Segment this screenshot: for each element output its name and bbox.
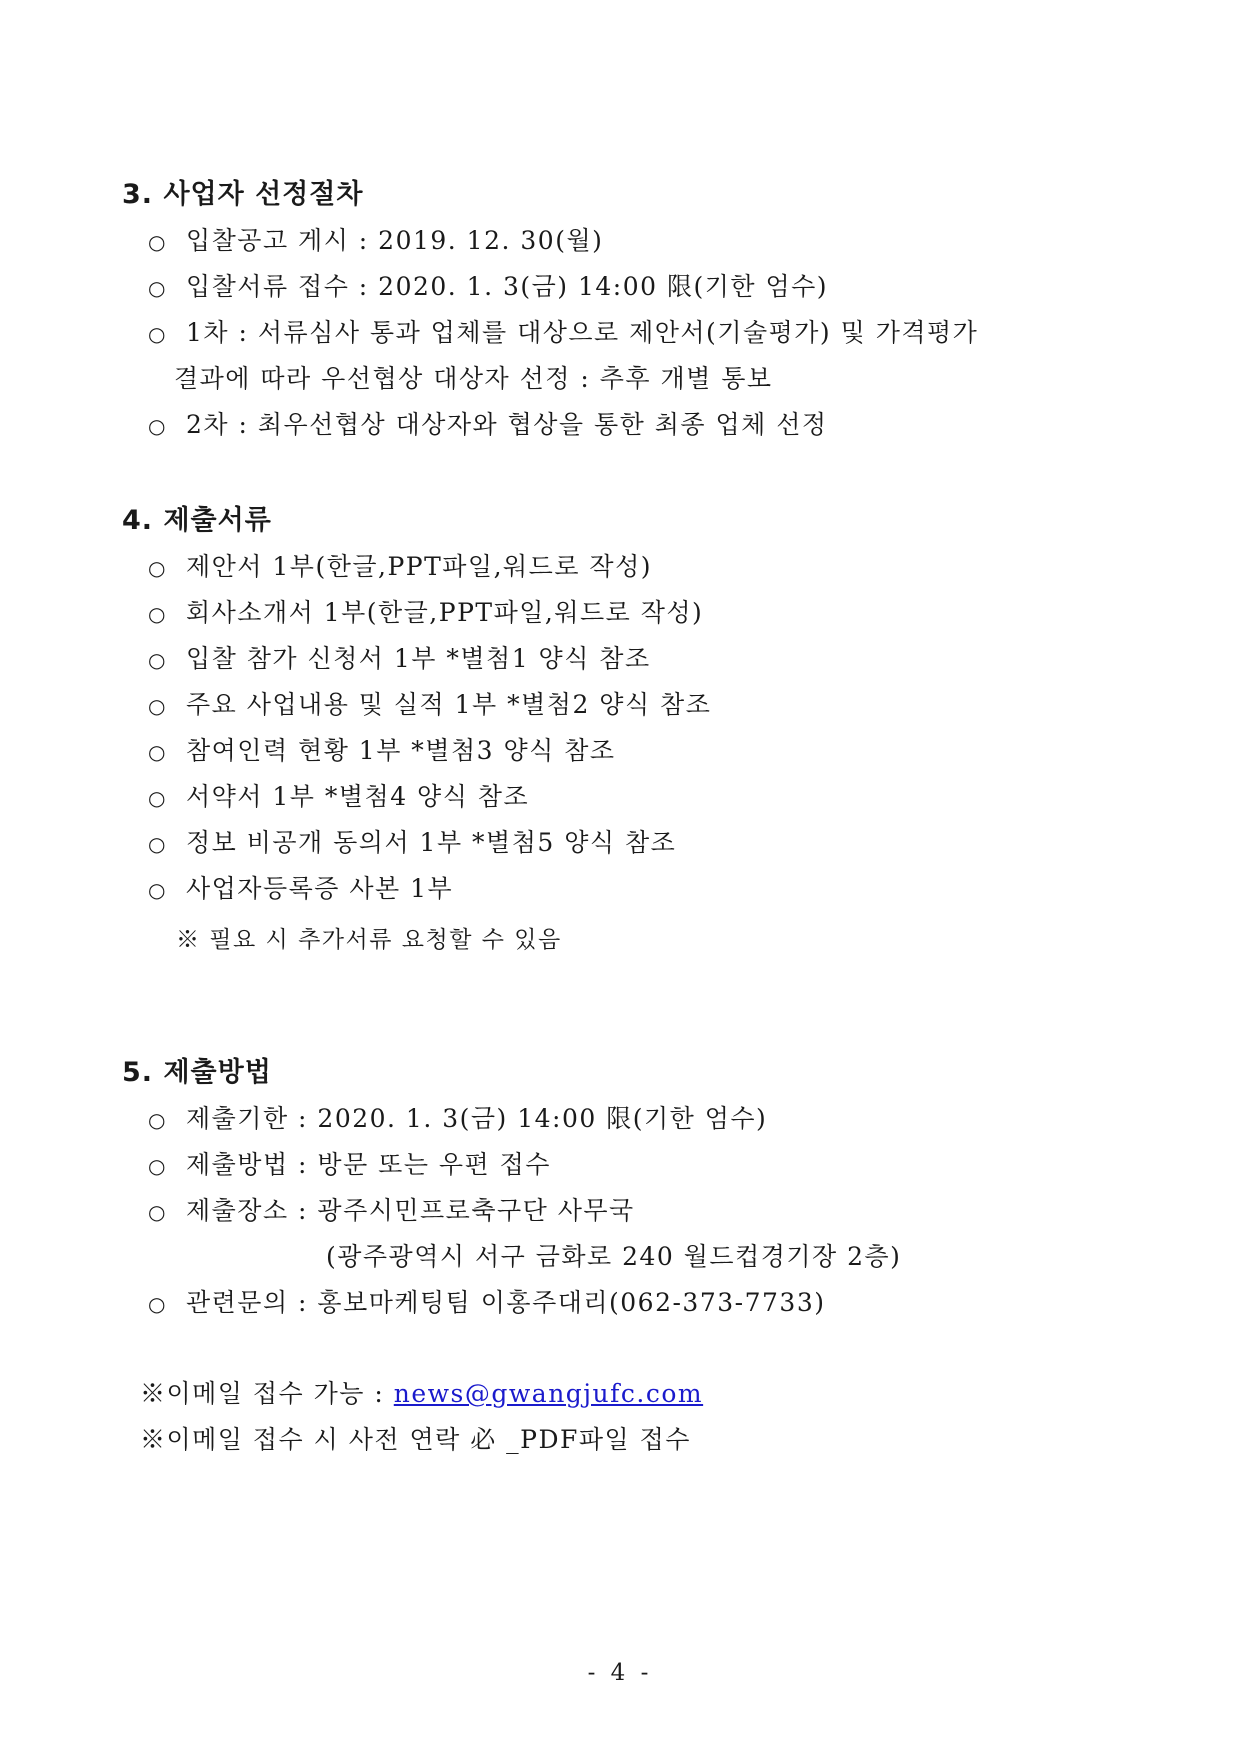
item-text: 참여인력 현황 1부 *별첨3 양식 참조 [186, 736, 616, 765]
item-text: 1차 : 서류심사 통과 업체를 대상으로 제안서(기술평가) 및 가격평가 [186, 318, 979, 347]
section-4-item [148, 784, 529, 809]
section-4-item [148, 600, 703, 625]
item-text: 제출방법 : 방문 또는 우편 접수 [186, 1150, 551, 1179]
section-5-item [148, 1198, 635, 1223]
section-4-heading: 4. 제출서류 [122, 505, 272, 536]
item-text: 2차 : 최우선협상 대상자와 협상을 통한 최종 업체 선정 [186, 410, 828, 439]
bullet-icon: ○ [148, 276, 167, 300]
bullet-icon: ○ [148, 694, 167, 718]
bullet-icon: ○ [148, 740, 167, 764]
section-4-item [148, 876, 453, 901]
section-3-heading: 3. 사업자 선정절차 [122, 179, 364, 210]
section-5-item [148, 1290, 825, 1315]
item-text: 정보 비공개 동의서 1부 *별첨5 양식 참조 [186, 828, 677, 857]
bullet-icon: ○ [148, 1154, 167, 1178]
section-4-item [148, 646, 651, 671]
item-text: 입찰 참가 신청서 1부 *별첨1 양식 참조 [186, 644, 651, 673]
item-text: 주요 사업내용 및 실적 1부 *별첨2 양식 참조 [186, 690, 712, 719]
page-number: - 4 - [587, 1660, 653, 1686]
section-3-continuation: 결과에 따라 우선협상 대상자 선정 : 추후 개별 통보 [174, 364, 773, 393]
email-note [140, 1381, 703, 1406]
email-note-prefix: ※이메일 접수 가능 : [140, 1379, 394, 1408]
section-3-item [148, 412, 828, 437]
item-text: 제출장소 : 광주시민프로축구단 사무국 [186, 1196, 635, 1225]
email-link[interactable]: news@gwangjufc.com [393, 1379, 704, 1408]
item-text: 회사소개서 1부(한글,PPT파일,워드로 작성) [186, 598, 704, 627]
bullet-icon: ○ [148, 322, 167, 346]
item-text: 입찰서류 접수 : 2020. 1. 3(금) 14:00 限(기한 엄수) [186, 272, 829, 301]
section-3-item [148, 228, 603, 253]
section-3-item [148, 320, 978, 345]
item-text: 서약서 1부 *별첨4 양식 참조 [186, 782, 530, 811]
item-text: 관련문의 : 홍보마케팅팀 이홍주대리(062-373-7733) [186, 1288, 826, 1317]
section-3-item [148, 274, 828, 299]
bullet-icon: ○ [148, 602, 167, 626]
section-5-heading: 5. 제출방법 [122, 1057, 272, 1088]
section-4-item [148, 738, 616, 763]
section-4-note: ※ 필요 시 추가서류 요청할 수 있음 [176, 927, 562, 953]
section-5-item [148, 1106, 767, 1131]
bullet-icon: ○ [148, 1108, 167, 1132]
bullet-icon: ○ [148, 832, 167, 856]
bullet-icon: ○ [148, 556, 167, 580]
bullet-icon: ○ [148, 1292, 167, 1316]
item-text: 입찰공고 게시 : 2019. 12. 30(월) [186, 226, 604, 255]
item-text: 사업자등록증 사본 1부 [186, 874, 454, 903]
email-note-2: ※이메일 접수 시 사전 연락 必 _PDF파일 접수 [140, 1425, 691, 1454]
section-5-address: (광주광역시 서구 금화로 240 월드컵경기장 2층) [326, 1242, 902, 1271]
section-4-item [148, 554, 652, 579]
bullet-icon: ○ [148, 1200, 167, 1224]
bullet-icon: ○ [148, 648, 167, 672]
item-text: 제출기한 : 2020. 1. 3(금) 14:00 限(기한 엄수) [186, 1104, 768, 1133]
bullet-icon: ○ [148, 878, 167, 902]
section-5-item [148, 1152, 551, 1177]
bullet-icon: ○ [148, 786, 167, 810]
bullet-icon: ○ [148, 230, 167, 254]
item-text: 제안서 1부(한글,PPT파일,워드로 작성) [186, 552, 652, 581]
section-4-item [148, 830, 676, 855]
section-4-item [148, 692, 711, 717]
bullet-icon: ○ [148, 414, 167, 438]
